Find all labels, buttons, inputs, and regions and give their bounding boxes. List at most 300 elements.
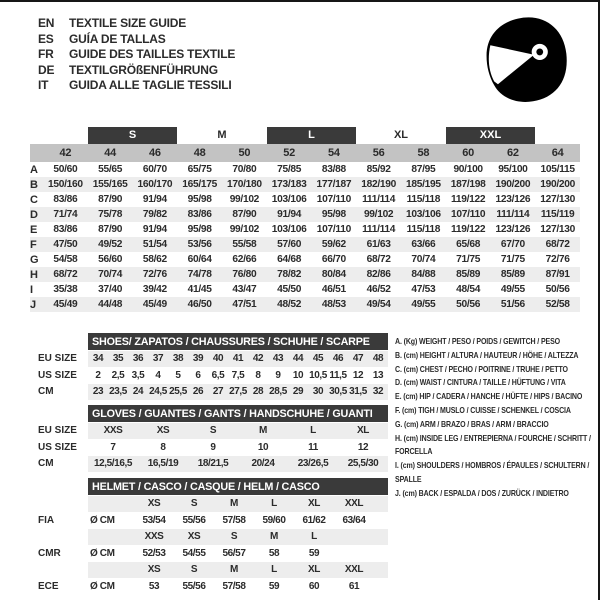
language-title: GUIDA ALLE TAGLIE TESSILI <box>69 78 232 92</box>
value-cell: 59 <box>308 547 320 559</box>
value-cell: 45/49 <box>53 299 78 310</box>
helmet-logo <box>478 12 573 107</box>
measurement-legend <box>395 335 592 501</box>
value-cell: 63/64 <box>342 514 366 526</box>
value-cell: 68/72 <box>366 254 391 265</box>
row-label: EU SIZE <box>38 425 77 436</box>
value-cell: 107/110 <box>451 209 486 220</box>
size-group-l: L <box>267 127 357 144</box>
value-cell: 12,5/16,5 <box>93 458 133 469</box>
value-cell: 61/63 <box>366 239 391 250</box>
value-cell: 91/94 <box>142 224 167 235</box>
value-cell: 87/95 <box>411 164 436 175</box>
value-cell: 4 <box>155 369 161 381</box>
row-label: F <box>30 238 37 251</box>
value-cell: 74/78 <box>187 269 212 280</box>
value-cell: 49/55 <box>500 284 525 295</box>
value-cell: 46/51 <box>321 284 346 295</box>
value-cell: 107/110 <box>316 224 351 235</box>
value-cell: 46/52 <box>366 284 391 295</box>
language-title: GUIDE DES TAILLES TEXTILE <box>69 47 236 61</box>
size-cell: 58 <box>417 147 430 159</box>
value-cell: 49/55 <box>411 299 436 310</box>
language-title: TEXTILGRÖßENFÜHRUNG <box>69 62 218 77</box>
row-label: A <box>30 163 38 176</box>
language-row <box>38 16 235 32</box>
value-cell: 165/175 <box>182 179 217 190</box>
value-cell: 42 <box>252 353 264 364</box>
measure-row-i <box>30 282 580 297</box>
value-cell: 47/50 <box>53 239 78 250</box>
value-cell: 28,5 <box>269 386 287 397</box>
size-row <box>30 423 388 439</box>
value-cell: 182/190 <box>361 179 396 190</box>
value-cell: 67/70 <box>500 239 525 250</box>
size-row <box>30 439 388 455</box>
value-cell: 83/86 <box>187 209 212 220</box>
value-cell: 55/58 <box>232 239 257 250</box>
value-cell: 50/56 <box>456 299 481 310</box>
value-cell: 70/74 <box>98 269 123 280</box>
language-title: TEXTILE SIZE GUIDE <box>69 16 187 30</box>
value-cell: 6,5 <box>211 369 225 381</box>
value-band <box>88 578 388 594</box>
value-cell: 185/195 <box>406 179 441 190</box>
value-cell: 72/76 <box>142 269 167 280</box>
size-group-xxl: XXL <box>446 127 536 144</box>
value-cell: 91/94 <box>277 209 302 220</box>
value-cell: 68/72 <box>53 269 78 280</box>
value-cell: 36 <box>132 353 144 364</box>
value-cell: 54/58 <box>53 254 78 265</box>
size-cell: 46 <box>149 147 161 159</box>
value-band <box>88 384 388 400</box>
value-cell: 23,5 <box>109 386 127 397</box>
row-label: CM <box>38 386 54 397</box>
value-cell: 84/88 <box>411 269 436 280</box>
value-cell: 103/106 <box>271 224 307 235</box>
value-cell: 48/53 <box>321 299 346 310</box>
size-row <box>30 351 388 367</box>
measure-row-e <box>30 222 580 237</box>
value-cell: 65/75 <box>187 164 212 175</box>
size-cell: S <box>230 531 238 542</box>
size-cell: 60 <box>462 147 474 159</box>
value-cell: 52/58 <box>545 299 570 310</box>
value-cell: 40 <box>212 353 224 364</box>
row-label <box>30 496 88 512</box>
value-cell: 6 <box>195 369 201 381</box>
legend-item: A. (Kg) WEIGHT / PESO / POIDS / GEWITCH / PESO <box>395 336 561 346</box>
legend-item: I. (cm) SHOULDERS / HOMBROS / ÉPAULES / SCHULTERN / SPALLE <box>395 460 590 484</box>
value-cell: 50/56 <box>545 284 570 295</box>
value-cell: 2,5 <box>111 369 125 381</box>
row-label <box>30 529 88 545</box>
value-cell: 61 <box>348 580 360 592</box>
value-cell: 25,5/30 <box>347 458 379 469</box>
size-cell: XXL <box>344 564 364 575</box>
value-cell: 49/54 <box>366 299 391 310</box>
size-band <box>88 496 388 512</box>
value-band <box>88 367 388 383</box>
value-cell: 58 <box>268 547 280 559</box>
shoes-table-title: SHOES/ ZAPATOS / CHAUSSURES / SCHUHE / SCARPE <box>88 333 388 350</box>
value-cell: 70/80 <box>232 164 257 175</box>
helmet-value-row <box>30 545 388 561</box>
value-cell: 52/53 <box>142 547 166 559</box>
value-cell: 58/62 <box>142 254 167 265</box>
language-code: FR <box>38 47 54 61</box>
language-code: ES <box>38 31 54 46</box>
helmet-table-title: HELMET / CASCO / CASQUE / HELM / CASCO <box>88 478 388 495</box>
size-group-s: S <box>88 127 178 144</box>
value-cell: XXS <box>103 425 123 436</box>
measure-row-b <box>30 177 580 192</box>
language-row <box>38 78 235 94</box>
size-cell: L <box>311 531 317 542</box>
measure-row-h <box>30 267 580 282</box>
value-cell: 70/74 <box>411 254 436 265</box>
unit-label: Ø CM <box>90 547 115 559</box>
language-code: EN <box>38 16 55 30</box>
value-cell: 173/183 <box>271 179 307 190</box>
value-cell: 123/126 <box>495 224 531 235</box>
value-band <box>88 439 388 455</box>
value-cell: 150/160 <box>48 179 83 190</box>
value-cell: 9 <box>210 441 216 453</box>
value-cell: 103/106 <box>406 209 441 220</box>
value-cell: 50/60 <box>53 164 78 175</box>
value-cell: 48/54 <box>456 284 481 295</box>
value-cell: 10 <box>292 369 304 381</box>
size-cell: 52 <box>283 147 295 159</box>
value-cell: 32 <box>372 386 384 397</box>
legend-item: D. (cm) WAIST / CINTURA / TAILLE / HÜFTUNG / VITA <box>395 377 566 388</box>
unit-label: Ø CM <box>90 514 115 526</box>
value-cell: 28 <box>252 386 264 397</box>
value-cell: 54/55 <box>182 547 206 559</box>
measure-row-j <box>30 297 580 312</box>
value-cell: 13 <box>372 369 384 381</box>
value-band <box>88 545 388 561</box>
value-cell: 10,5 <box>309 369 327 381</box>
value-cell: 85/89 <box>500 269 525 280</box>
value-cell: 95/98 <box>187 194 212 205</box>
value-cell: 75/85 <box>277 164 302 175</box>
value-cell: 51/56 <box>500 299 525 310</box>
helmet-size-row <box>30 529 388 545</box>
size-cell: S <box>190 498 198 509</box>
value-cell: 12 <box>352 369 364 381</box>
value-cell: 82/86 <box>366 269 391 280</box>
language-code: DE <box>38 62 55 77</box>
value-cell: 47/51 <box>232 299 257 310</box>
gloves-size-table <box>30 405 388 472</box>
value-cell: 85/92 <box>366 164 391 175</box>
row-label: CM <box>38 458 54 469</box>
value-cell: 20/24 <box>251 458 275 469</box>
size-cell: 50 <box>238 147 251 159</box>
value-cell: 115/119 <box>540 209 575 220</box>
value-band <box>88 456 388 472</box>
language-title-list <box>38 16 235 94</box>
value-cell: 47 <box>352 353 364 364</box>
value-cell: 27 <box>212 386 224 397</box>
value-band <box>88 512 388 528</box>
language-row <box>38 47 235 63</box>
value-cell: 53/54 <box>142 514 166 526</box>
value-cell: 60 <box>308 580 320 592</box>
value-cell: 95/100 <box>498 164 528 175</box>
helmet-value-row <box>30 578 388 594</box>
value-cell: 190/200 <box>540 179 575 190</box>
value-cell: 47/53 <box>411 284 436 295</box>
helmet-size-row <box>30 496 388 512</box>
size-cell: XS <box>147 564 161 575</box>
value-cell: 64/68 <box>277 254 302 265</box>
value-cell: 87/90 <box>232 209 257 220</box>
value-cell: 35 <box>112 353 124 364</box>
value-cell: 68/72 <box>545 239 570 250</box>
measure-row-a <box>30 162 580 177</box>
value-cell: 160/170 <box>137 179 173 190</box>
value-cell: 123/126 <box>495 194 531 205</box>
gloves-table-title: GLOVES / GUANTES / GANTS / HANDSCHUHE / GUANTI <box>88 405 388 422</box>
value-cell: 10 <box>257 441 269 453</box>
value-cell: 72/76 <box>545 254 570 265</box>
helmet-size-row <box>30 562 388 578</box>
size-group-row <box>30 126 580 144</box>
value-cell: 39 <box>192 353 204 364</box>
value-cell: 24 <box>132 386 144 397</box>
row-label: FIA <box>38 514 55 526</box>
value-cell: 99/102 <box>229 194 260 205</box>
value-cell: L <box>310 425 316 436</box>
size-cell: L <box>271 498 277 509</box>
size-cell: 62 <box>507 147 519 159</box>
legend-item: H. (cm) INSIDE LEG / ENTREPIERNA / FOURCHE / SCHRITT / FORCELLA <box>395 432 591 457</box>
size-cell: S <box>190 564 198 575</box>
value-cell: 25,5 <box>169 386 187 397</box>
size-cell: XXS <box>144 531 164 542</box>
size-cell: 56 <box>372 147 385 159</box>
measure-row-c <box>30 192 580 207</box>
value-cell: 99/102 <box>229 224 260 235</box>
language-title: GUÍA DE TALLAS <box>69 31 166 46</box>
value-cell: 63/66 <box>411 239 436 250</box>
value-cell: 46/50 <box>187 299 212 310</box>
size-band <box>88 562 388 578</box>
value-cell: 38 <box>172 353 184 364</box>
value-cell: 111/114 <box>362 194 396 205</box>
full-face-helmet-icon <box>478 12 573 107</box>
value-cell: 60/70 <box>142 164 167 175</box>
value-cell: 66/70 <box>321 254 346 265</box>
size-group-xl: XL <box>393 129 409 141</box>
value-cell: 3,5 <box>131 369 145 381</box>
value-cell: 24,5 <box>149 386 167 397</box>
value-cell: 37/40 <box>98 284 123 295</box>
value-cell: 76/80 <box>232 269 257 280</box>
value-cell: XL <box>357 425 369 436</box>
value-cell: 8 <box>255 369 261 381</box>
value-cell: 59/60 <box>262 514 286 526</box>
value-cell: 103/106 <box>271 194 307 205</box>
measure-row-g <box>30 252 580 267</box>
value-cell: XS <box>156 425 170 436</box>
row-label: US SIZE <box>38 441 77 453</box>
row-label: G <box>30 253 39 266</box>
size-cell: XS <box>147 498 161 509</box>
size-cell: XS <box>187 531 201 542</box>
value-cell: 41/45 <box>187 284 212 295</box>
value-cell: 41 <box>232 353 244 364</box>
row-label: J <box>30 298 37 311</box>
size-row <box>30 367 388 383</box>
value-cell: 75/78 <box>98 209 123 220</box>
value-cell: 45/49 <box>142 299 167 310</box>
legend-item: B. (cm) HEIGHT / ALTURA / HAUTEUR / HÖHE / ALTEZZA <box>395 349 579 360</box>
value-cell: 71/75 <box>456 254 481 265</box>
size-row <box>30 384 388 400</box>
value-cell: 62/66 <box>232 254 257 265</box>
value-cell: 83/86 <box>53 194 78 205</box>
value-cell: 105/115 <box>540 164 575 175</box>
row-label: H <box>30 268 38 281</box>
helmet-value-row <box>30 512 388 528</box>
value-cell: 80/84 <box>321 269 346 280</box>
language-code: IT <box>38 78 49 92</box>
size-cell: XL <box>308 498 320 509</box>
value-cell: 56/57 <box>222 547 246 559</box>
size-cell: 42 <box>59 147 72 159</box>
value-cell: 55/56 <box>182 514 206 526</box>
value-cell: 190/200 <box>495 179 531 190</box>
value-cell: 57/58 <box>222 514 246 526</box>
value-cell: 35/38 <box>53 284 78 295</box>
value-cell: 30,5 <box>329 386 347 397</box>
value-cell: 57/58 <box>222 580 246 592</box>
value-cell: 29 <box>292 386 304 397</box>
value-cell: 51/54 <box>142 239 167 250</box>
row-label: US SIZE <box>38 369 77 381</box>
textile-size-table <box>30 126 580 312</box>
value-cell: 60/64 <box>187 254 212 265</box>
value-cell: 57/60 <box>277 239 302 250</box>
value-cell: 79/82 <box>142 209 167 220</box>
legend-item: E. (cm) HIP / CADERA / HANCHE / HÜFTE / HIPS / BACINO <box>395 391 583 402</box>
value-cell: 59/62 <box>321 239 346 250</box>
language-row <box>38 63 235 79</box>
value-cell: 87/90 <box>98 194 123 205</box>
value-cell: M <box>259 425 267 436</box>
value-cell: 91/94 <box>142 194 167 205</box>
value-cell: 12 <box>357 441 369 453</box>
value-cell: S <box>209 425 217 436</box>
value-cell: 9 <box>275 369 281 381</box>
value-cell: 39/42 <box>142 284 167 295</box>
legend-item: C. (cm) CHEST / PECHO / POITRINE / TRUHE / PETTO <box>395 363 568 374</box>
value-cell: 5 <box>175 369 181 381</box>
value-cell: 23 <box>92 386 104 397</box>
value-cell: 27,5 <box>229 386 247 397</box>
row-label: B <box>30 178 38 191</box>
size-cell: M <box>230 564 238 575</box>
value-cell: 87/91 <box>545 269 570 280</box>
value-cell: 99/102 <box>363 209 394 220</box>
value-cell: 55/56 <box>182 580 206 592</box>
value-cell: 31,5 <box>349 386 367 397</box>
size-cell: XL <box>308 564 320 575</box>
value-cell: 44/48 <box>98 299 123 310</box>
value-cell: 48/52 <box>277 299 302 310</box>
value-cell: 155/165 <box>92 179 128 190</box>
measure-row-d <box>30 207 580 222</box>
value-cell: 46 <box>332 353 344 364</box>
row-label: C <box>30 193 38 206</box>
value-cell: 7 <box>110 441 116 453</box>
value-cell: 7,5 <box>231 369 245 381</box>
value-cell: 30 <box>312 386 324 397</box>
value-cell: 56/60 <box>98 254 123 265</box>
value-cell: 23/26,5 <box>297 458 329 469</box>
legend-item: G. (cm) ARM / BRAZO / BRAS / ARM / BRACCIO <box>395 418 549 429</box>
size-cell: 54 <box>328 147 340 159</box>
value-cell: 37 <box>152 353 164 364</box>
value-cell: 83/86 <box>53 224 78 235</box>
value-cell: 115/118 <box>406 194 441 205</box>
legend-item: F. (cm) TIGH / MUSLO / CUISSE / SCHENKEL / COSCIA <box>395 404 571 415</box>
value-cell: 83/88 <box>321 164 346 175</box>
row-label: CMR <box>38 547 61 559</box>
value-cell: 87/90 <box>98 224 123 235</box>
row-label: E <box>30 223 38 236</box>
row-label: ECE <box>38 580 59 592</box>
unit-label: Ø CM <box>90 580 115 592</box>
size-cell: M <box>270 531 278 542</box>
value-cell: 95/98 <box>321 209 346 220</box>
value-cell: 127/130 <box>540 194 575 205</box>
size-cell: 48 <box>193 147 206 159</box>
value-cell: 8 <box>160 441 166 453</box>
value-cell: 26 <box>192 386 204 397</box>
value-cell: 78/82 <box>277 269 302 280</box>
value-cell: 43/47 <box>232 284 257 295</box>
value-cell: 85/89 <box>456 269 481 280</box>
value-cell: 16,5/19 <box>147 458 179 469</box>
value-cell: 59 <box>268 580 280 592</box>
row-label: I <box>30 283 34 296</box>
value-cell: 177/187 <box>316 179 352 190</box>
value-cell: 11 <box>308 441 318 453</box>
value-cell: 111/114 <box>362 224 396 235</box>
value-cell: 55/65 <box>98 164 123 175</box>
value-cell: 48 <box>372 353 384 364</box>
value-cell: 111/114 <box>496 209 530 220</box>
value-cell: 34 <box>92 353 104 364</box>
size-cell: L <box>271 564 277 575</box>
value-cell: 119/122 <box>451 224 486 235</box>
value-cell: 95/98 <box>187 224 212 235</box>
shoes-size-table <box>30 333 388 400</box>
value-cell: 44 <box>292 353 304 364</box>
value-cell: 71/75 <box>500 254 525 265</box>
size-band <box>88 529 388 545</box>
value-cell: 187/198 <box>450 179 486 190</box>
value-band <box>88 423 388 439</box>
size-header-row <box>30 144 580 162</box>
size-cell: 64 <box>551 147 564 159</box>
